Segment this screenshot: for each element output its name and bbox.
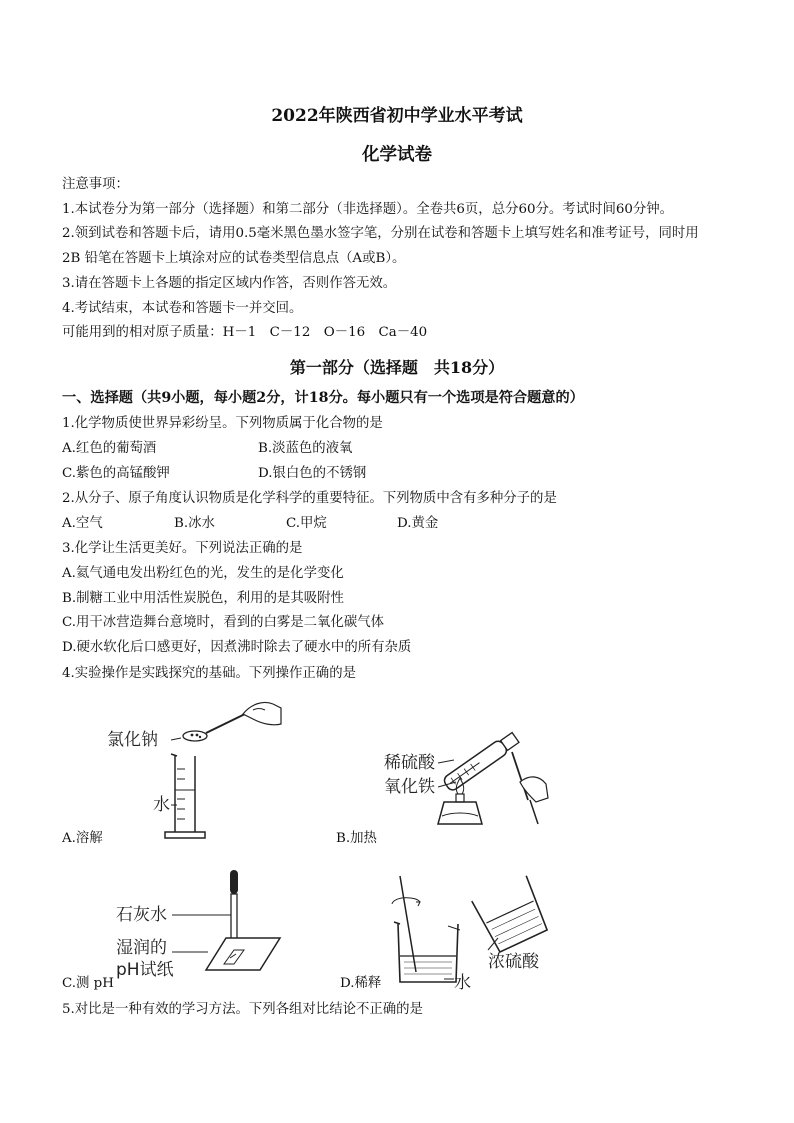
q1-option-c[interactable]: C.紫色的高锰酸钾: [62, 466, 170, 481]
atomic-mass-line: 可能用到的相对原子质量：H－1 C－12 O－16 Ca－40: [62, 325, 428, 340]
q2-option-a[interactable]: A.空气: [62, 516, 103, 531]
figure-heating: [380, 724, 560, 839]
label-ph-paper: pH试纸: [116, 960, 174, 980]
q2-option-b[interactable]: B.冰水: [174, 516, 215, 531]
q1-option-b[interactable]: B.淡蓝色的液氧: [258, 441, 353, 456]
figure-dissolve: [105, 694, 285, 844]
q2-stem: 2.从分子、原子角度认识物质是化学科学的重要特征。下列物质中含有多种分子的是: [62, 491, 557, 506]
label-concentrated-sulfuric-acid: 浓硫酸: [488, 952, 539, 972]
q4-stem: 4.实验操作是实践探究的基础。下列操作正确的是: [62, 666, 356, 681]
section-title: 一、选择题（共9小题，每小题2分，计18分。每小题只有一个选项是符合题意的）: [62, 390, 584, 406]
note-item-4: 4.考试结束，本试卷和答题卡一并交回。: [62, 301, 303, 316]
label-sodium-chloride: 氯化钠: [107, 730, 158, 750]
label-water-a: 水: [153, 795, 170, 815]
q2-option-c[interactable]: C.甲烷: [286, 516, 327, 531]
note-item-2-cont: 2B 铅笔在答题卡上填涂对应的试卷类型信息点（A或B）。: [62, 251, 406, 266]
note-item-1: 1.本试卷分为第一部分（选择题）和第二部分（非选择题）。全卷共6页，总分60分。考试时间60分钟。: [62, 202, 674, 217]
q4-option-a[interactable]: A.溶解: [62, 831, 103, 846]
label-water-d: 水: [454, 973, 471, 992]
label-iron-oxide: 氧化铁: [384, 777, 435, 797]
q3-option-d[interactable]: D.硬水软化后口感更好，因煮沸时除去了硬水中的所有杂质: [62, 640, 412, 655]
q4-option-b[interactable]: B.加热: [336, 831, 377, 846]
note-item-3: 3.请在答题卡上各题的指定区域内作答，否则作答无效。: [62, 276, 397, 291]
q4-option-c[interactable]: C.测 pH: [62, 976, 114, 991]
q1-option-a[interactable]: A.红色的葡萄酒: [62, 441, 157, 456]
q3-option-a[interactable]: A.氦气通电发出粉红色的光，发生的是化学变化: [62, 566, 344, 581]
q2-option-d[interactable]: D.黄金: [397, 516, 439, 531]
figure-dilute: [380, 872, 555, 992]
label-dilute-sulfuric-acid: 稀硫酸: [384, 753, 435, 773]
part1-title: 第一部分（选择题 共18分）: [289, 358, 505, 377]
q3-option-b[interactable]: B.制糖工业中用活性炭脱色，利用的是其吸附性: [62, 591, 344, 606]
exam-title: 2022年陕西省初中学业水平考试: [271, 106, 523, 126]
q4-option-d[interactable]: D.稀释: [340, 976, 382, 991]
label-wet: 湿润的: [116, 938, 167, 958]
q1-option-d[interactable]: D.银白色的不锈钢: [258, 466, 367, 481]
exam-subtitle: 化学试卷: [362, 145, 432, 165]
label-limewater: 石灰水: [116, 905, 167, 925]
q3-option-c[interactable]: C.用干冰营造舞台意境时，看到的白雾是二氧化碳气体: [62, 615, 385, 630]
notes-heading: 注意事项：: [62, 177, 129, 192]
figure-measure-ph: [110, 866, 290, 991]
q5-stem: 5.对比是一种有效的学习方法。下列各组对比结论不正确的是: [62, 1002, 423, 1017]
q3-stem: 3.化学让生活更美好。下列说法正确的是: [62, 541, 303, 556]
note-item-2: 2.领到试卷和答题卡后，请用0.5毫米黑色墨水签字笔，分别在试卷和答题卡上填写姓名和准考证号，同时用: [62, 226, 699, 241]
q1-stem: 1.化学物质使世界异彩纷呈。下列物质属于化合物的是: [62, 416, 383, 431]
